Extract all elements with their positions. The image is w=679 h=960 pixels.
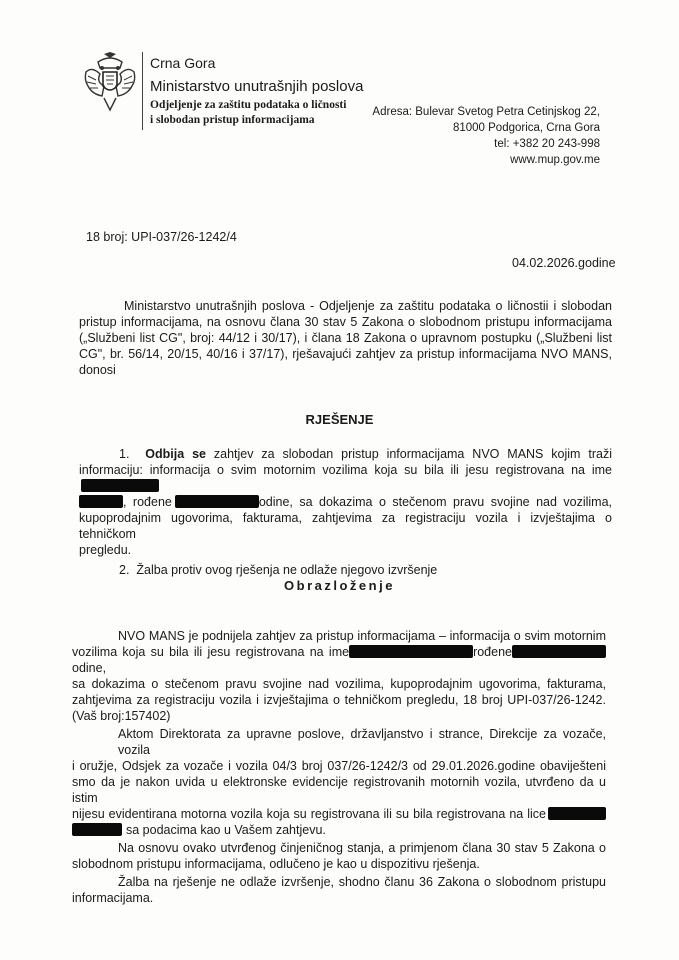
reasoning-line xyxy=(72,644,606,676)
reasoning-line: informacijama. xyxy=(72,891,154,905)
intro-paragraph xyxy=(79,298,612,378)
decision-line xyxy=(79,462,612,494)
reasoning-line xyxy=(72,806,606,822)
reasoning-line: zahtjevima za registraciju vozila i izvještajima o tehničkom pregledu, 18 broj UPI-037/26-1242. xyxy=(72,693,606,707)
redacted-block xyxy=(349,645,473,658)
reasoning-line: NVO MANS je podnijela zahtjev za pristup informacijama – informacija o svim motornim xyxy=(118,629,606,643)
decision-text: , rođene xyxy=(123,495,172,509)
phone-line: tel: +382 20 243-998 xyxy=(494,138,600,150)
item-text: Žalba protiv ovog rješenja ne odlaže njegovo izvršenje xyxy=(136,563,438,577)
item-text: zahtjev za slobodan pristup informacijama NVO MANS kojim traži xyxy=(213,447,612,461)
redacted-block xyxy=(548,807,606,820)
intro-line: Ministarstvo unutrašnjih poslova - Odjeljenje za zaštitu podataka o ličnostii i slobodan xyxy=(124,299,612,313)
reasoning-title: Obrazloženje xyxy=(284,578,395,593)
document-date: 04.02.2026.godine xyxy=(512,256,616,270)
department-line-2: i slobodan pristup informacijama xyxy=(150,114,315,126)
header-divider xyxy=(142,52,143,130)
reasoning-line: sa dokazima o stečenom pravu svojine nad vozilima, kupoprodajnim ugovorima, fakturama, xyxy=(72,677,606,691)
reasoning-line xyxy=(72,822,606,838)
reasoning-line: smo da je nakon uvida u elektronske evidencije registrovanih motornih vozila, utvrđeno da u istim xyxy=(72,775,606,805)
reasoning-line: slobodnom pristupu informacijama, odlučeno je kao u dispozitivu rješenja. xyxy=(72,857,480,871)
decision-item-1 xyxy=(79,446,612,462)
reasoning-line: Na osnovu ovako utvrđenog činjeničnog stanja, a primjenom člana 30 stav 5 Zakona o xyxy=(118,841,606,855)
intro-line: („Službeni list CG", broj: 44/12 i 30/17), i člana 18 Zakona o upravnom postupku („Službeni list xyxy=(79,331,612,345)
decision-item-2 xyxy=(79,562,612,578)
redacted-block xyxy=(79,495,123,508)
city-line: 81000 Podgorica, Crna Gora xyxy=(452,122,600,134)
reasoning-text: sa podacima kao u Vašem zahtjevu. xyxy=(126,823,326,837)
item-number: 1. xyxy=(119,447,130,461)
reasoning-text: nijesu evidentirana motorna vozila koja su registrovana ili su bila registrovana na lice xyxy=(72,807,546,821)
coat-of-arms-icon xyxy=(82,52,138,112)
reasoning-line: (Vaš broj:157402) xyxy=(72,709,171,723)
intro-line: pristup informacijama, na osnovu člana 30 stav 5 Zakona o slobodnom pristupu informacijama xyxy=(79,315,612,329)
ministry-name: Ministarstvo unutrašnjih poslova xyxy=(150,78,364,95)
reasoning-line: i oružje, Odsjek za vozače i vozila 04/3 broj 037/26-1242/3 od 29.01.2026.godine obaviješteni xyxy=(72,759,606,773)
decision-title: RJEŠENJE xyxy=(305,412,374,427)
reasoning-body xyxy=(72,628,606,906)
item-emphasis: Odbija se xyxy=(145,447,206,461)
decision-text: informaciju: informacija o svim motornim vozilima koja su bila ili jesu registrovana na ime xyxy=(79,463,612,477)
redacted-block xyxy=(81,479,159,492)
country-name: Crna Gora xyxy=(150,55,216,71)
document-number: 18 broj: UPI-037/26-1242/4 xyxy=(86,230,237,244)
decision-text: pregledu. xyxy=(79,543,132,557)
redacted-block xyxy=(512,645,606,658)
intro-line: CG", br. 56/14, 20/15, 40/16 i 37/17), rješavajući zahtjev za pristup informacijama NVO MANS, xyxy=(79,347,612,361)
address-line: Adresa: Bulevar Svetog Petra Cetinjskog 22, xyxy=(372,106,600,118)
decision-text: kupoprodajnim ugovorima, fakturama, zahtjevima za registraciju vozila i izvještajima o tehničkom xyxy=(79,511,612,541)
decision-text: odine, sa dokazima o stečenom pravu svojine nad vozilima, xyxy=(258,495,612,509)
reasoning-line: Žalba na rješenje ne odlaže izvršenje, shodno članu 36 Zakona o slobodnom pristupu xyxy=(118,875,606,889)
redacted-block xyxy=(72,823,122,836)
department-line-1: Odjeljenje za zaštitu podataka o ličnosti xyxy=(150,99,347,111)
reasoning-text: rođene xyxy=(473,645,512,659)
reasoning-text: odine, xyxy=(72,661,107,675)
intro-line: donosi xyxy=(79,363,116,377)
item-number: 2. xyxy=(119,563,130,577)
reasoning-line: Aktom Direktorata za upravne poslove, državljanstvo i strance, Direkcije za vozače, vozila xyxy=(118,727,606,757)
redacted-block xyxy=(175,495,259,508)
website-line: www.mup.gov.me xyxy=(510,154,600,166)
department-name xyxy=(150,98,346,128)
contact-block xyxy=(372,104,600,168)
decision-list xyxy=(79,446,612,578)
decision-line xyxy=(79,494,612,510)
reasoning-text: vozilima koja su bila ili jesu registrovana na ime xyxy=(72,645,350,659)
